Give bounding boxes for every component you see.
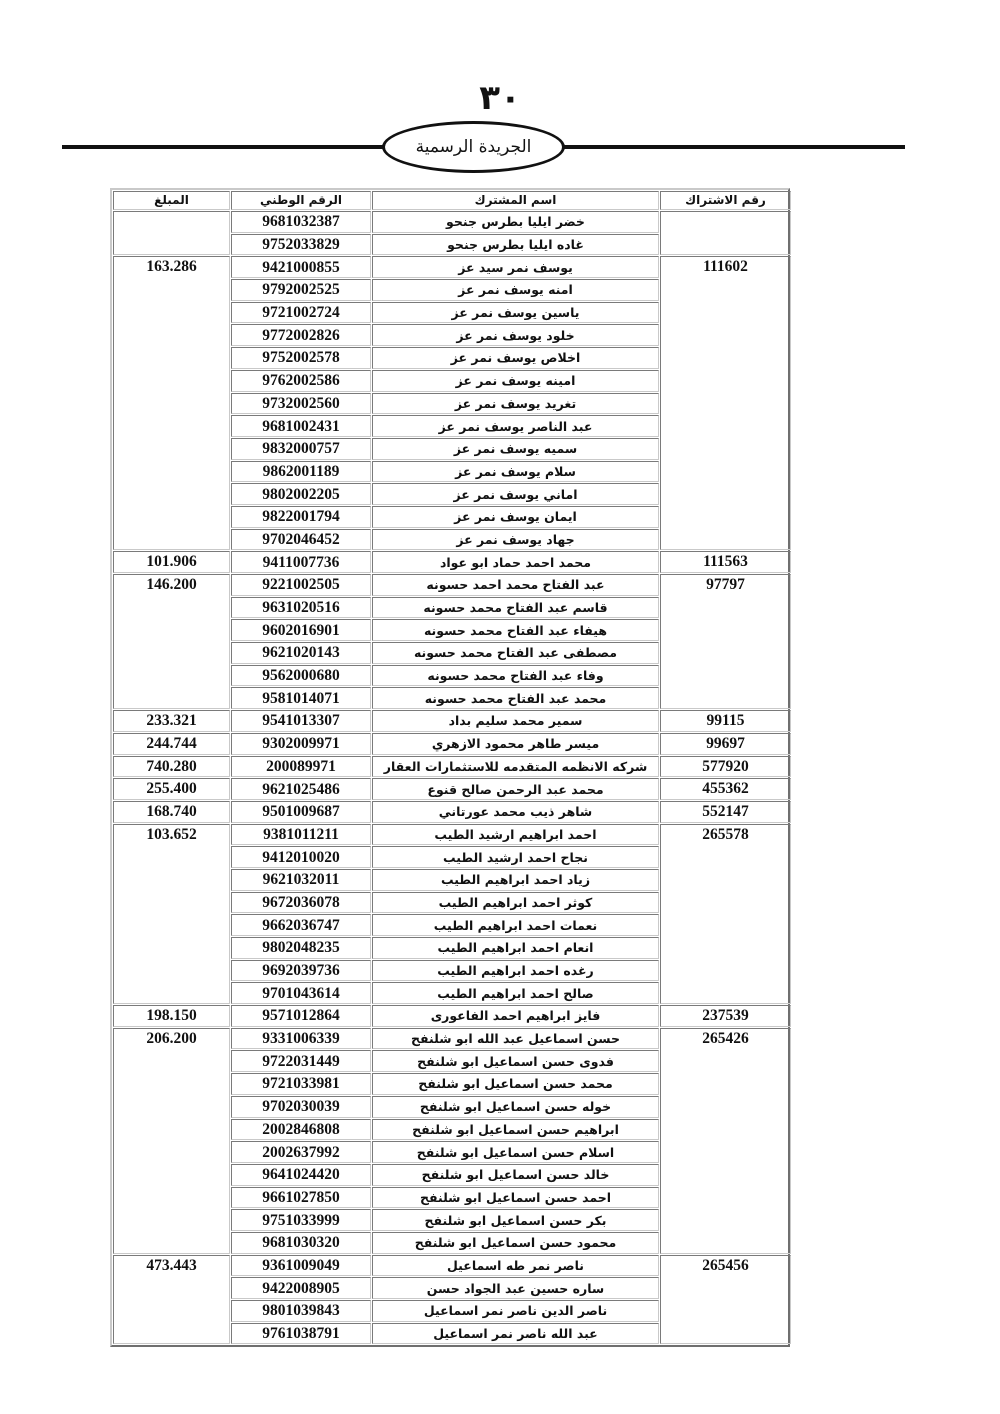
subscription-number-cell: 97797 (660, 574, 791, 709)
national-number-cell: 9681030320 (231, 1232, 371, 1254)
table-row (113, 574, 791, 596)
national-number-cell: 9802048235 (231, 937, 371, 959)
national-number-cell: 9412010020 (231, 846, 371, 868)
table-row (113, 551, 791, 573)
national-number-cell: 9621020143 (231, 642, 371, 664)
subscriber-name-cell: احمد حسن اسماعيل ابو شلنفح (372, 1187, 659, 1209)
subscriber-name-cell: تغريد يوسف نمر عز (372, 393, 659, 415)
subscriber-name-cell: حسن اسماعيل عبد الله ابو شلنفح (372, 1028, 659, 1050)
subscriber-name-cell: شاهر ذيب محمد عورتاني (372, 801, 659, 823)
subscriber-name-cell: محمد حسن اسماعيل ابو شلنفح (372, 1073, 659, 1095)
amount-cell: 198.150 (113, 1005, 230, 1027)
national-number-cell: 9602016901 (231, 619, 371, 641)
table-row (113, 256, 791, 278)
subscriber-name-cell: محمد عبد الفتاح محمد حسونه (372, 687, 659, 709)
subscriber-name-cell: فايز ابراهيم احمد الفاعورى (372, 1005, 659, 1027)
amount-cell: 168.740 (113, 801, 230, 823)
subscriber-name-cell: ناصر الدين ناصر نمر اسماعيل (372, 1300, 659, 1322)
subscriber-name-cell: محمد احمد حماد ابو عواد (372, 551, 659, 573)
national-number-cell: 9681032387 (231, 211, 371, 233)
subscriber-name-cell: اماني يوسف نمر عز (372, 483, 659, 505)
table-row (113, 801, 791, 823)
table-row (113, 1005, 791, 1027)
subscriber-name-cell: كوثر احمد ابراهيم الطيب (372, 892, 659, 914)
national-number-cell: 9832000757 (231, 438, 371, 460)
national-number-cell: 9571012864 (231, 1005, 371, 1027)
table-row (113, 733, 791, 755)
column-header-subscriber-name: اسم المشترك (372, 191, 659, 210)
amount-cell: 103.652 (113, 824, 230, 1005)
subscriber-name-cell: عبد الله ناصر نمر اسماعيل (372, 1323, 659, 1345)
national-number-cell: 9681002431 (231, 415, 371, 437)
subscriber-name-cell: وفاء عبد الفتاح محمد حسونه (372, 665, 659, 687)
table-row (113, 1028, 791, 1050)
national-number-cell: 9672036078 (231, 892, 371, 914)
subscriber-name-cell: قاسم عبد الفتاح محمد حسونه (372, 597, 659, 619)
national-number-cell: 9702046452 (231, 529, 371, 551)
subscriber-name-cell: اخلاص يوسف نمر عز (372, 347, 659, 369)
subscription-number-cell: 265578 (660, 824, 791, 1005)
national-number-cell: 9772002826 (231, 324, 371, 346)
national-number-cell: 9581014071 (231, 687, 371, 709)
national-number-cell: 9792002525 (231, 279, 371, 301)
column-header-national-number: الرقم الوطني (231, 191, 371, 210)
subscriber-name-cell: انعام احمد ابراهيم الطيب (372, 937, 659, 959)
subscriber-name-cell: مصطفى عبد الفتاح محمد حسونه (372, 642, 659, 664)
subscriber-name-cell: صالح احمد ابراهيم الطيب (372, 982, 659, 1004)
subscriber-name-cell: سمير محمد سليم بداد (372, 710, 659, 732)
amount-cell: 206.200 (113, 1028, 230, 1254)
national-number-cell: 9802002205 (231, 483, 371, 505)
national-number-cell: 9722031449 (231, 1050, 371, 1072)
national-number-cell: 9361009049 (231, 1255, 371, 1277)
subscriber-name-cell: شركه الانظمه المتقدمه للاستثمارات العقار (372, 756, 659, 778)
column-header-amount: المبلغ (113, 191, 230, 210)
subscription-number-cell: 577920 (660, 756, 791, 778)
national-number-cell: 9752002578 (231, 347, 371, 369)
national-number-cell: 9862001189 (231, 461, 371, 483)
amount-cell: 473.443 (113, 1255, 230, 1345)
national-number-cell: 9721002724 (231, 302, 371, 324)
subscriber-name-cell: سلام يوسف نمر عز (372, 461, 659, 483)
national-number-cell: 9702030039 (231, 1096, 371, 1118)
subscriber-name-cell: خوله حسن اسماعيل ابو شلنفح (372, 1096, 659, 1118)
subscription-number-cell: 99697 (660, 733, 791, 755)
subscriber-name-cell: خلود يوسف نمر عز (372, 324, 659, 346)
subscription-number-cell: 237539 (660, 1005, 791, 1027)
national-number-cell: 9732002560 (231, 393, 371, 415)
subscriber-name-cell: ايمان يوسف نمر عز (372, 506, 659, 528)
national-number-cell: 9822001794 (231, 506, 371, 528)
national-number-cell: 9621025486 (231, 778, 371, 800)
subscriber-name-cell: بكر حسن اسماعيل ابو شلنفح (372, 1209, 659, 1231)
national-number-cell: 9331006339 (231, 1028, 371, 1050)
national-number-cell: 9701043614 (231, 982, 371, 1004)
subscriber-name-cell: ساره حسين عبد الجواد حسن (372, 1277, 659, 1299)
national-number-cell: 9661027850 (231, 1187, 371, 1209)
page-number: ٣٠ (479, 78, 521, 118)
national-number-cell: 9421000855 (231, 256, 371, 278)
amount-cell: 740.280 (113, 756, 230, 778)
national-number-cell: 9692039736 (231, 960, 371, 982)
table-row (113, 756, 791, 778)
header-rule-left (62, 145, 384, 149)
national-number-cell: 200089971 (231, 756, 371, 778)
table-header-row (113, 191, 791, 210)
national-number-cell: 9501009687 (231, 801, 371, 823)
national-number-cell: 9761038791 (231, 1323, 371, 1345)
subscription-number-cell: 265426 (660, 1028, 791, 1254)
amount-cell: 146.200 (113, 574, 230, 709)
national-number-cell: 2002637992 (231, 1141, 371, 1163)
subscription-number-cell: 111602 (660, 256, 791, 550)
amount-cell: 255.400 (113, 778, 230, 800)
national-number-cell: 9641024420 (231, 1164, 371, 1186)
subscriber-name-cell: ابراهيم حسن اسماعيل ابو شلنفح (372, 1119, 659, 1141)
subscriber-name-cell: ميسر طاهر محمود الازهري (372, 733, 659, 755)
national-number-cell: 9562000680 (231, 665, 371, 687)
records-table-frame (110, 188, 790, 1347)
national-number-cell: 2002846808 (231, 1119, 371, 1141)
amount-cell: 244.744 (113, 733, 230, 755)
subscriber-name-cell: نعمات احمد ابراهيم الطيب (372, 914, 659, 936)
subscriber-name-cell: محمد عبد الرحمن صالح قنوع (372, 778, 659, 800)
header-rule-right (563, 145, 905, 149)
national-number-cell: 9221002505 (231, 574, 371, 596)
subscriber-name-cell: عبد الناصر يوسف نمر عز (372, 415, 659, 437)
subscriber-name-cell: فدوى حسن اسماعيل ابو شلنفح (372, 1050, 659, 1072)
subscription-number-cell: 111563 (660, 551, 791, 573)
national-number-cell: 9411007736 (231, 551, 371, 573)
subscriber-name-cell: سميه يوسف نمر عز (372, 438, 659, 460)
national-number-cell: 9762002586 (231, 370, 371, 392)
table-row (113, 710, 791, 732)
records-table (112, 190, 792, 1345)
subscriber-name-cell: رغده احمد ابراهيم الطيب (372, 960, 659, 982)
national-number-cell: 9381011211 (231, 824, 371, 846)
subscriber-name-cell: محمود حسن اسماعيل ابو شلنفح (372, 1232, 659, 1254)
subscriber-name-cell: امنه يوسف نمر عز (372, 279, 659, 301)
subscription-number-cell: 99115 (660, 710, 791, 732)
subscriber-name-cell: ياسين يوسف نمر عز (372, 302, 659, 324)
subscription-number-cell: 552147 (660, 801, 791, 823)
national-number-cell: 9751033999 (231, 1209, 371, 1231)
subscriber-name-cell: غاده ايليا بطرس جنحو (372, 234, 659, 256)
subscriber-name-cell: هيفاء عبد الفتاح محمد حسونه (372, 619, 659, 641)
subscriber-name-cell: نجاح احمد ارشيد الطيب (372, 846, 659, 868)
subscription-number-cell: 455362 (660, 778, 791, 800)
subscriber-name-cell: جهاد يوسف نمر عز (372, 529, 659, 551)
amount-cell: 101.906 (113, 551, 230, 573)
national-number-cell: 9422008905 (231, 1277, 371, 1299)
national-number-cell: 9621032011 (231, 869, 371, 891)
national-number-cell: 9752033829 (231, 234, 371, 256)
subscriber-name-cell: خضر ايليا بطرس جنحو (372, 211, 659, 233)
subscriber-name-cell: خالد حسن اسماعيل ابو شلنفح (372, 1164, 659, 1186)
subscriber-name-cell: يوسف نمر سيد عز (372, 256, 659, 278)
national-number-cell: 9541013307 (231, 710, 371, 732)
subscriber-name-cell: اسلام حسن اسماعيل ابو شلنفح (372, 1141, 659, 1163)
table-row (113, 778, 791, 800)
amount-cell: 233.321 (113, 710, 230, 732)
amount-cell: 163.286 (113, 256, 230, 550)
table-row (113, 211, 791, 233)
national-number-cell: 9631020516 (231, 597, 371, 619)
table-row (113, 1255, 791, 1277)
subscriber-name-cell: ناصر نمر طه اسماعيل (372, 1255, 659, 1277)
masthead-title: الجريدة الرسمية (415, 137, 532, 157)
table-row (113, 824, 791, 846)
masthead-oval (382, 121, 565, 173)
subscriber-name-cell: احمد ابراهيم ارشيد الطيب (372, 824, 659, 846)
subscriber-name-cell: عبد الفتاح محمد احمد حسونه (372, 574, 659, 596)
column-header-subscription-number: رقم الاشتراك (660, 191, 791, 210)
subscription-number-cell (660, 211, 791, 255)
subscriber-name-cell: امينه يوسف نمر عز (372, 370, 659, 392)
national-number-cell: 9721033981 (231, 1073, 371, 1095)
amount-cell (113, 211, 230, 255)
national-number-cell: 9662036747 (231, 914, 371, 936)
national-number-cell: 9801039843 (231, 1300, 371, 1322)
subscriber-name-cell: زياد احمد ابراهيم الطيب (372, 869, 659, 891)
subscription-number-cell: 265456 (660, 1255, 791, 1345)
national-number-cell: 9302009971 (231, 733, 371, 755)
records-body (113, 211, 791, 1344)
